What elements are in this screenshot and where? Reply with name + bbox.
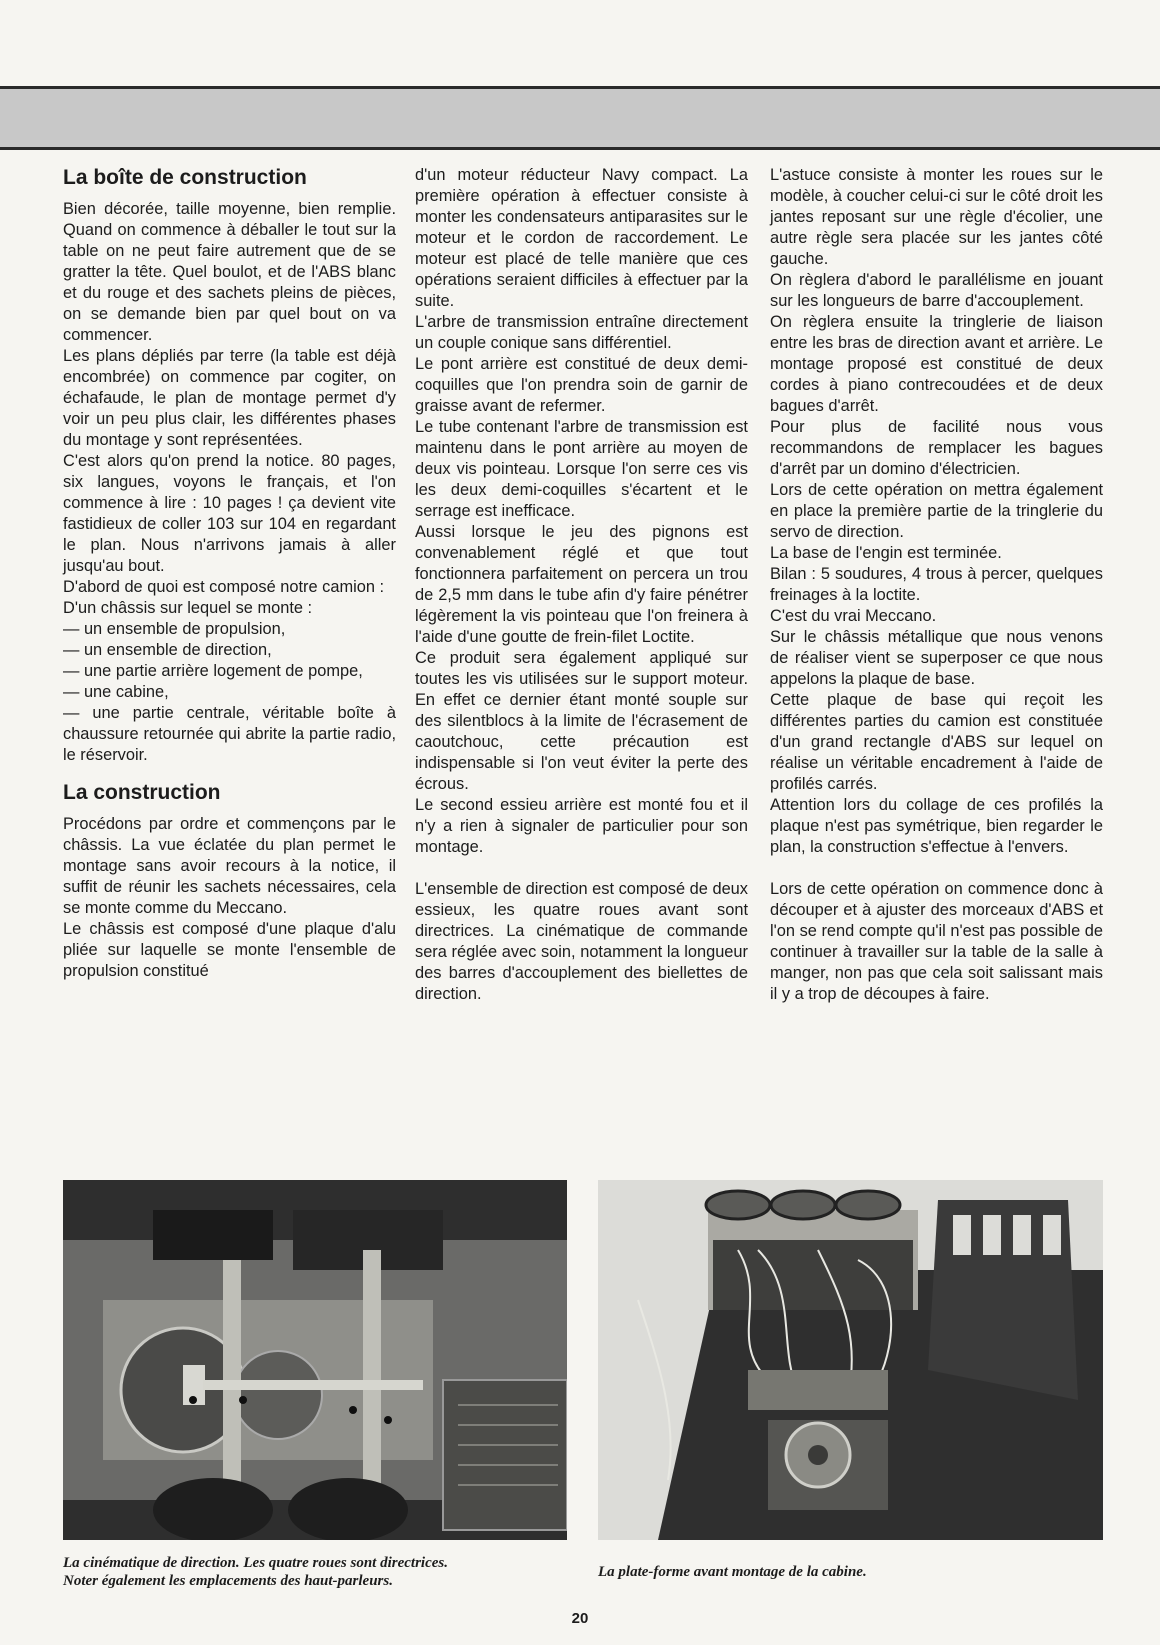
paragraph: d'un moteur réducteur Navy compact. La première opération à effectuer consiste à monter les condensateurs antiparasites sur le moteur et le cordon de raccordement. Le moteur est placé de telle manière que ces opérations seraient difficiles à effectuer par la suite. <box>415 166 748 310</box>
paragraph: L'arbre de transmission entraîne directement un couple conique sans différentiel. <box>415 313 748 352</box>
paragraph: On règlera d'abord le parallélisme en jouant sur les longueurs de barre d'accouplement. <box>770 271 1103 310</box>
paragraph: Le tube contenant l'arbre de transmission est maintenu dans le pont arrière au moyen de deux vis pointeau. Lorsque l'on serre ces vis les deux demi-coquilles s'écartent et le serrage est inefficace. <box>415 418 748 520</box>
paragraph: Aussi lorsque le jeu des pignons est convenablement réglé et que tout fonctionnera parfaitement on percera un trou de 2,5 mm dans le tube afin d'y faire pénétrer légèrement la vis pointeau que l'on freinera à l'aide d'une goutte de frein-filet Loctite. <box>415 523 748 646</box>
photo-steering-chassis <box>63 1180 567 1540</box>
paragraph: Lors de cette opération on commence donc à découper et à ajuster des morceaux d'ABS et l'on se rend compte qu'il n'est pas possible de continuer à travailler sur la table de la salle à manger, non pas que cela soit salissant mais il y a trop de découpes à faire. <box>770 880 1103 1003</box>
photo-steering-chassis-image <box>63 1180 567 1540</box>
paragraph: L'astuce consiste à monter les roues sur le modèle, à coucher celui-ci sur le côté droit les jantes reposant sur une règle d'écolier, une autre règle sera placée sur les jantes côté gauche. <box>770 166 1103 268</box>
header-band <box>0 86 1160 150</box>
text-column-1 <box>63 165 396 982</box>
section-heading: La construction <box>63 781 221 804</box>
paragraph: On règlera ensuite la tringlerie de liaison entre les bras de direction avant et arrière. Le montage proposé est constitué de deux cordes à piano contrecoudées et de deux bagues d'arrêt. <box>770 313 1103 415</box>
photo-platform <box>598 1180 1103 1540</box>
paragraph: Sur le châssis métallique que nous venons de réaliser vient se superposer ce que nous appelons la plaque de base. <box>770 628 1103 688</box>
list-item: — une partie arrière logement de pompe, <box>63 662 363 680</box>
paragraph: Attention lors du collage de ces profilés la plaque n'est pas symétrique, bien regarder le plan, la construction s'effectue à l'envers. <box>770 796 1103 856</box>
paragraph: Ce produit sera également appliqué sur toutes les vis utilisées sur le support moteur. En effet ce dernier étant monté souple sur des silentblocs à la limite de l'écrasement de caoutchouc, cette précaution est indispensable si l'on veut éviter la perte des écrous. <box>415 649 748 793</box>
photo-platform-caption: La plate-forme avant montage de la cabine. <box>598 1564 867 1580</box>
page-number: 20 <box>571 1610 589 1627</box>
paragraph: Lors de cette opération on mettra également en place la première partie de la tringlerie du servo de direction. <box>770 481 1103 541</box>
paragraph: Bilan : 5 soudures, 4 trous à percer, quelques freinages à la loctite. <box>770 565 1103 604</box>
paragraph: L'ensemble de direction est composé de deux essieux, les quatre roues avant sont directrices. La cinématique de commande sera réglée avec soin, notamment la longueur des barres d'accouplement des biellettes de direction. <box>415 880 748 1003</box>
paragraph: Cette plaque de base qui reçoit les différentes parties du camion est constituée d'un grand rectangle d'ABS sur lequel on réalise un véritable encadrement à l'aide de profilés carrés. <box>770 691 1103 793</box>
section-heading: La boîte de construction <box>63 166 307 189</box>
paragraph: D'un châssis sur lequel se monte : <box>63 599 313 617</box>
photo-platform-image <box>598 1180 1103 1540</box>
list-item: — un ensemble de direction, <box>63 641 272 659</box>
paragraph: Le pont arrière est constitué de deux demi-coquilles que l'on prendra soin de garnir de graisse avant de refermer. <box>415 355 748 415</box>
paragraph: Le second essieu arrière est monté fou et il n'y a rien à signaler de particulier pour son montage. <box>415 796 748 856</box>
text-column-3 <box>770 165 1103 1005</box>
paragraph: C'est du vrai Meccano. <box>770 607 937 625</box>
paragraph: C'est alors qu'on prend la notice. 80 pages, six langues, voyons le français, et l'on commence à lire : 10 pages ! ça devient vite fastidieux de coller 103 sur 104 en regardant le plan. Nous n'arrivons jamais à aller jusqu'au bout. <box>63 452 396 575</box>
paragraph: Les plans dépliés par terre (la table est déjà encombrée) on commence par cogiter, on échafaude, le plan de montage permet d'y voir un peu plus clair, les différentes phases du montage y sont représentées. <box>63 347 396 449</box>
paragraph: D'abord de quoi est composé notre camion : <box>63 578 385 596</box>
paragraph: Le châssis est composé d'une plaque d'alu pliée sur laquelle se monte l'ensemble de propulsion constitué <box>63 920 396 980</box>
text-column-2 <box>415 165 748 1005</box>
paragraph: Procédons par ordre et commençons par le châssis. La vue éclatée du plan permet le montage sans avoir recours à la notice, il suffit de réunir les sachets nécessaires, cela se monte comme du Meccano. <box>63 815 396 917</box>
paragraph: Bien décorée, taille moyenne, bien remplie. Quand on commence à déballer le tout sur la table on ne peut faire autrement que de se gratter la tête. Quel boulot, et de l'ABS blanc et du rouge et des sachets pleins de pièces, on se demande bien par quel bout on va commencer. <box>63 200 396 344</box>
caption-line: Noter également les emplacements des haut-parleurs. <box>63 1573 393 1589</box>
paragraph: Pour plus de facilité nous vous recommandons de remplacer les bagues d'arrêt par un domino d'électricien. <box>770 418 1103 478</box>
photo-steering-caption <box>63 1554 573 1590</box>
list-item: — une partie centrale, véritable boîte à chaussure retournée qui abrite la partie radio, le réservoir. <box>63 704 396 764</box>
paragraph: La base de l'engin est terminée. <box>770 544 1002 562</box>
list-item: — un ensemble de propulsion, <box>63 620 286 638</box>
caption-line: La cinématique de direction. Les quatre roues sont directrices. <box>63 1555 448 1571</box>
list-item: — une cabine, <box>63 683 169 701</box>
